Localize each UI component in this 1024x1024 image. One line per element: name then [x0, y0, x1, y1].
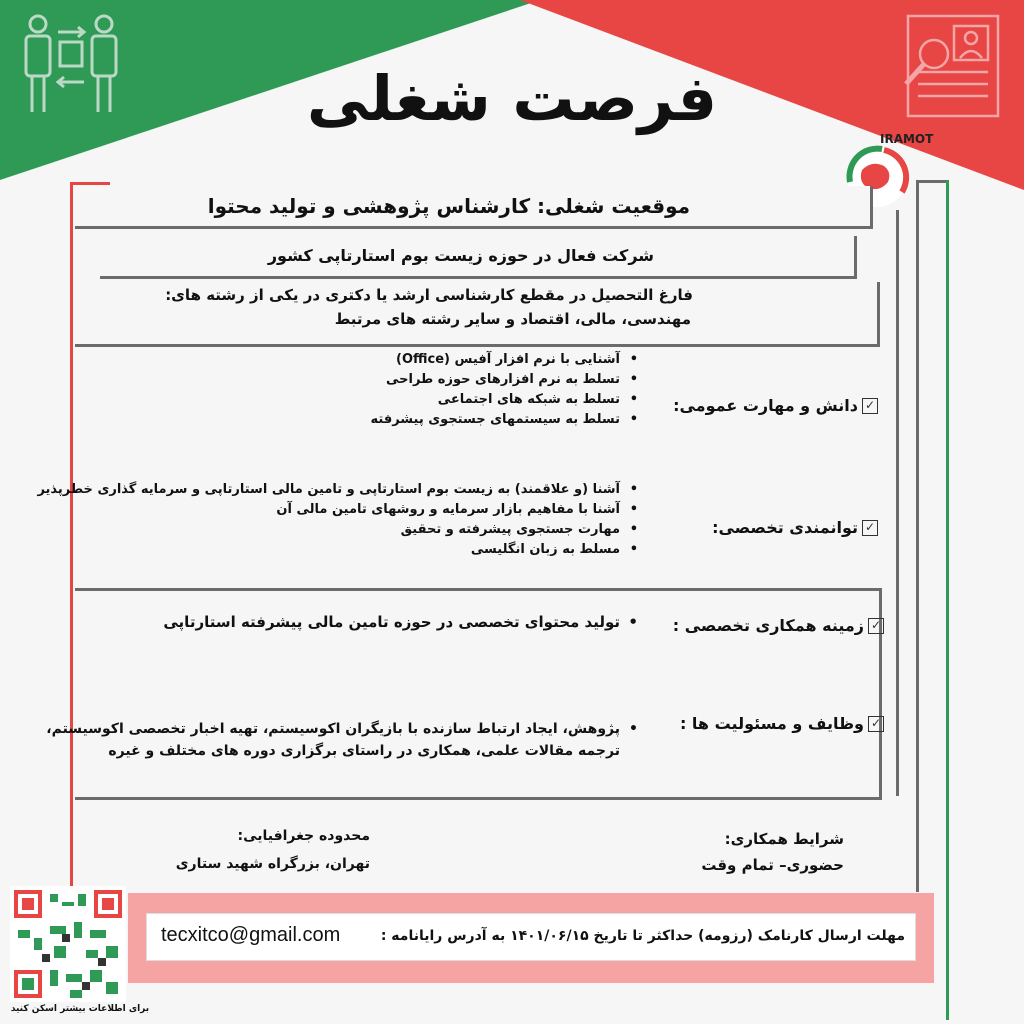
- page-title: فرصت شغلی: [306, 62, 718, 135]
- list-item: • آشنایی با نرم افزار آفیس (Office): [371, 350, 642, 370]
- resume-search-icon: [898, 12, 1006, 120]
- duties-line1: پژوهش، ایجاد ارتباط سازنده با بازیگران اکوسیستم، تهیه اخبار تخصصی اکوسیستم،: [46, 721, 620, 737]
- duties-line2: ترجمه مقالات علمی، همکاری در راستای برگزاری دوره های مختلف و غیره: [108, 743, 620, 759]
- qr-code[interactable]: [10, 886, 126, 1002]
- right-gray-top: [916, 180, 948, 183]
- logo-brand: IRAMOT: [880, 132, 934, 146]
- deadline-text: مهلت ارسال کارنامک (رزومه) حداکثر تا تاریخ ۱۴۰۱/۰۶/۱۵ به آدرس رایانامه :: [380, 928, 905, 944]
- general-skills-label-text: دانش و مهارت عمومی:: [673, 396, 858, 415]
- people-exchange-icon: [18, 12, 123, 117]
- checkbox-icon: ✓: [862, 520, 878, 536]
- right-gray-line: [916, 180, 919, 892]
- checkbox-icon: ✓: [862, 398, 878, 414]
- checkbox-icon: ✓: [868, 618, 884, 634]
- list-item: • آشنا (و علاقمند) به زیست بوم استارتاپی و تامین مالی استارتاپی و سرمایه گذاری خطرپذیر: [37, 480, 642, 500]
- list-item: • مسلط به زبان انگلیسی: [37, 540, 642, 560]
- qr-caption: برای اطلاعات بیشتر اسکن کنید: [10, 1004, 150, 1014]
- conditions-label: شرایط همکاری:: [724, 830, 844, 848]
- list-item: • تسلط به سیستمهای جستجوی پیشرفته: [371, 410, 642, 430]
- location-label: محدوده جغرافیایی:: [237, 828, 370, 844]
- list-item: • آشنا با مفاهیم بازار سرمایه و روشهای تامین مالی آن: [37, 500, 642, 520]
- field-list: [163, 612, 642, 632]
- list-item: • تولید محتوای تخصصی در حوزه تامین مالی پیشرفته استارتاپی: [163, 612, 642, 632]
- education-line2: مهندسی، مالی، اقتصاد و سایر رشته های مرتبط: [334, 310, 691, 328]
- general-skills-label: [673, 396, 878, 415]
- contact-email[interactable]: tecxitco@gmail.com: [161, 924, 341, 946]
- position-title: موقعیت شغلی: کارشناس پژوهشی و تولید محتوا: [207, 194, 690, 218]
- deadline-card: [146, 913, 916, 961]
- education-line1: فارغ التحصیل در مقطع کارشناسی ارشد یا دکتری در یکی از رشته های:: [165, 286, 693, 304]
- company-box: [100, 236, 857, 279]
- list-item: • تسلط به شبکه های اجتماعی: [371, 390, 642, 410]
- specialized-list: [37, 480, 642, 560]
- specialized-label: [712, 518, 878, 537]
- qr-code-icon: [10, 886, 126, 1002]
- left-red-top: [70, 182, 110, 185]
- deadline-bar: [128, 893, 934, 983]
- general-skills-list: [371, 350, 642, 430]
- checkbox-icon: ✓: [868, 716, 884, 732]
- location-block: [176, 822, 370, 878]
- duties-label: [680, 714, 884, 733]
- duties-text: • پژوهش، ایجاد ارتباط سازنده با بازیگران اکوسیستم، تهیه اخبار تخصصی اکوسیستم، ترجمه مقالات علمی، همکاری در راستای برگزاری دوره های مختلف و غیره: [46, 718, 642, 762]
- location-value: تهران، بزرگراه شهید ستاری: [175, 856, 370, 872]
- right-green-line: [946, 180, 949, 1020]
- conditions-value: حضوری– تمام وقت: [701, 856, 844, 874]
- list-item: • مهارت جستجوی پیشرفته و تحقیق: [37, 520, 642, 540]
- specialized-label-text: توانمندی تخصصی:: [712, 518, 858, 537]
- education-box: [75, 282, 880, 347]
- right-inner-gray-line: [896, 210, 899, 796]
- company-description: شرکت فعال در حوزه زیست بوم استارتاپی کشور: [267, 246, 654, 265]
- list-item: • تسلط به نرم افزارهای حوزه طراحی: [371, 370, 642, 390]
- conditions-block: [701, 826, 844, 878]
- field-label: [673, 616, 884, 635]
- field-label-text: زمینه همکاری تخصصی :: [672, 616, 864, 635]
- position-box: [75, 186, 873, 229]
- duties-label-text: وظایف و مسئولیت ها :: [679, 714, 864, 733]
